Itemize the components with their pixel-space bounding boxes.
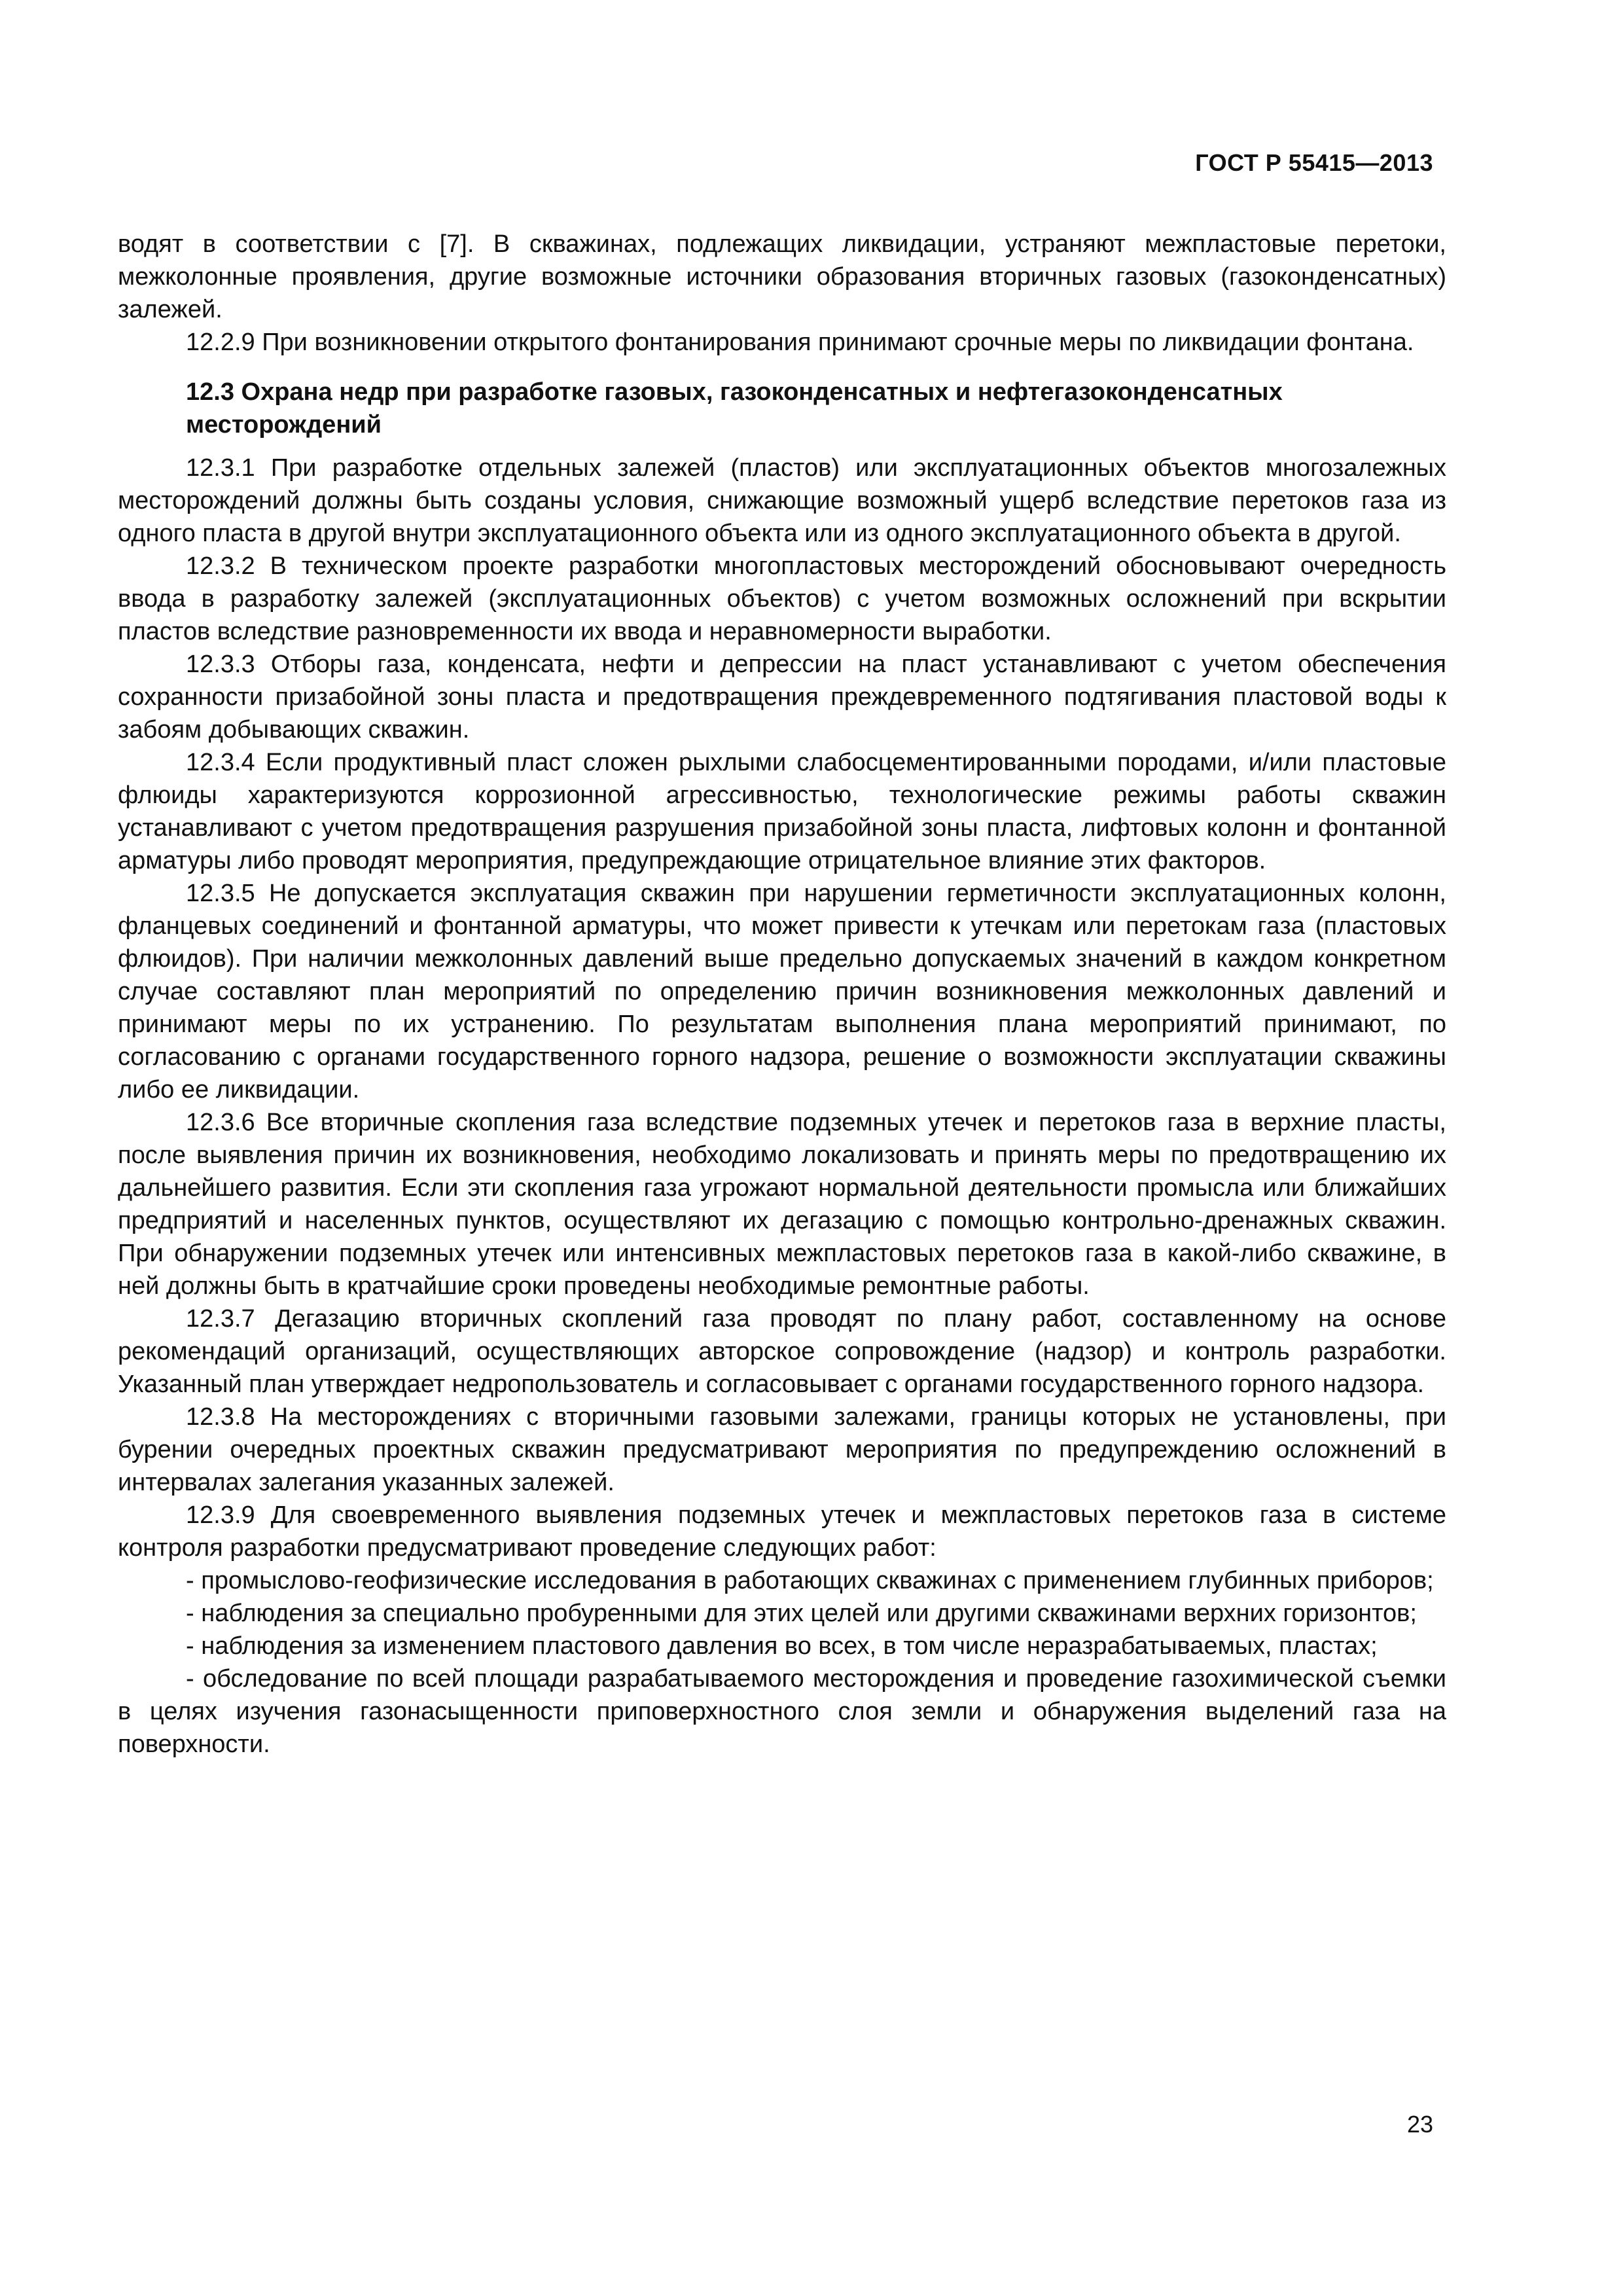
paragraph-12-3-9: 12.3.9 Для своевременного выявления подземных утечек и межпластовых перетоков газа в системе контроля разработки предусматривают проведение следующих работ: (118, 1501, 1446, 1562)
paragraph-12-3-7: 12.3.7 Дегазацию вторичных скоплений газа проводят по плану работ, составленному на основе рекомендаций организаций, осуществляющих авторское сопровождение (надзор) и контроль разработки. Указанный план утверждает недропользователь и согласовывает с органами государственного горного надзора. (118, 1305, 1446, 1398)
list-item: - наблюдения за специально пробуренными для этих целей или другими скважинами верхних горизонтов; (186, 1600, 1417, 1627)
list-item: - наблюдения за изменением пластового давления во всех, в том числе неразрабатываемых, пластах; (186, 1632, 1378, 1660)
paragraph-12-3-3: 12.3.3 Отборы газа, конденсата, нефти и депрессии на пласт устанавливают с учетом обеспечения сохранности призабойной зоны пласта и предотвращения преждевременного подтягивания пластовой воды к забоям добывающих скважин. (118, 651, 1446, 744)
paragraph-12-3-4: 12.3.4 Если продуктивный пласт сложен рыхлыми слабосцементированными породами, и/или пластовые флюиды характеризуются коррозионной агрессивностью, технологические режимы работы скважин устанавливают с учетом предотвращения разрушения призабойной зоны пласта, лифтовых колонн и фонтанной арматуры либо проводят мероприятия, предупреждающие отрицательное влияние этих факторов. (118, 749, 1446, 874)
section-heading-12-3: 12.3 Охрана недр при разработке газовых, газоконденсатных и нефтегазоконденсатных месторождений (186, 378, 1283, 439)
paragraph-12-2-9: 12.2.9 При возникновении открытого фонтанирования принимают срочные меры по ликвидации фонтана. (186, 329, 1414, 356)
paragraph-12-3-6: 12.3.6 Все вторичные скопления газа вследствие подземных утечек и перетоков газа в верхние пласты, после выявления причин их возникновения, необходимо локализовать и принять меры по предотвращению их дальнейшего развития. Если эти скопления газа угрожают нормальной деятельности промысла или ближайших предприятий и населенных пунктов, осуществляют их дегазацию с помощью контрольно-дренажных скважин. При обнаружении подземных утечек или интенсивных межпластовых перетоков газа в какой-либо скважине, в ней должны быть в кратчайшие сроки проведены необходимые ремонтные работы. (118, 1109, 1446, 1300)
document-body (118, 228, 1446, 1761)
list-item: - обследование по всей площади разрабатываемого месторождения и проведение газохимической съемки в целях изучения газонасыщенности приповерхностного слоя земли и обнаружения выделений газа на поверхности. (118, 1665, 1446, 1758)
paragraph-12-3-8: 12.3.8 На месторождениях с вторичными газовыми залежами, границы которых не установлены, при бурении очередных проектных скважин предусматривают мероприятия по предупреждению осложнений в интервалах залегания указанных залежей. (118, 1403, 1446, 1496)
list-item: - промыслово-геофизические исследования в работающих скважинах с применением глубинных приборов; (186, 1567, 1434, 1594)
paragraph-12-3-1: 12.3.1 При разработке отдельных залежей (пластов) или эксплуатационных объектов многозалежных месторождений должны быть созданы условия, снижающие возможный ущерб вследствие перетоков газа из одного пласта в другой внутри эксплуатационного объекта или из одного эксплуатационного объекта в другой. (118, 454, 1446, 547)
paragraph-12-3-2: 12.3.2 В техническом проекте разработки многопластовых месторождений обосновывают очередность ввода в разработку залежей (эксплуатационных объектов) с учетом возможных осложнений при вскрытии пластов вследствие разновременности их ввода и неравномерности выработки. (118, 552, 1446, 645)
page-number: 23 (1406, 2111, 1433, 2138)
paragraph-continuation: водят в соответствии с [7]. В скважинах, подлежащих ликвидации, устраняют межпластовые перетоки, межколонные проявления, другие возможные источники образования вторичных газовых (газоконденсатных) залежей. (118, 230, 1446, 323)
paragraph-12-3-5: 12.3.5 Не допускается эксплуатация скважин при нарушении герметичности эксплуатационных колонн, фланцевых соединений и фонтанной арматуры, что может привести к утечкам или перетокам газа (пластовых флюидов). При наличии межколонных давлений выше предельно допускаемых значений в каждом конкретном случае составляют план мероприятий по определению причин возникновения межколонных давлений и принимают меры по их устранению. По результатам выполнения плана мероприятий принимают, по согласованию с органами государственного горного надзора, решение о возможности эксплуатации скважины либо ее ликвидации. (118, 880, 1446, 1103)
standard-code: ГОСТ Р 55415—2013 (1195, 149, 1433, 176)
